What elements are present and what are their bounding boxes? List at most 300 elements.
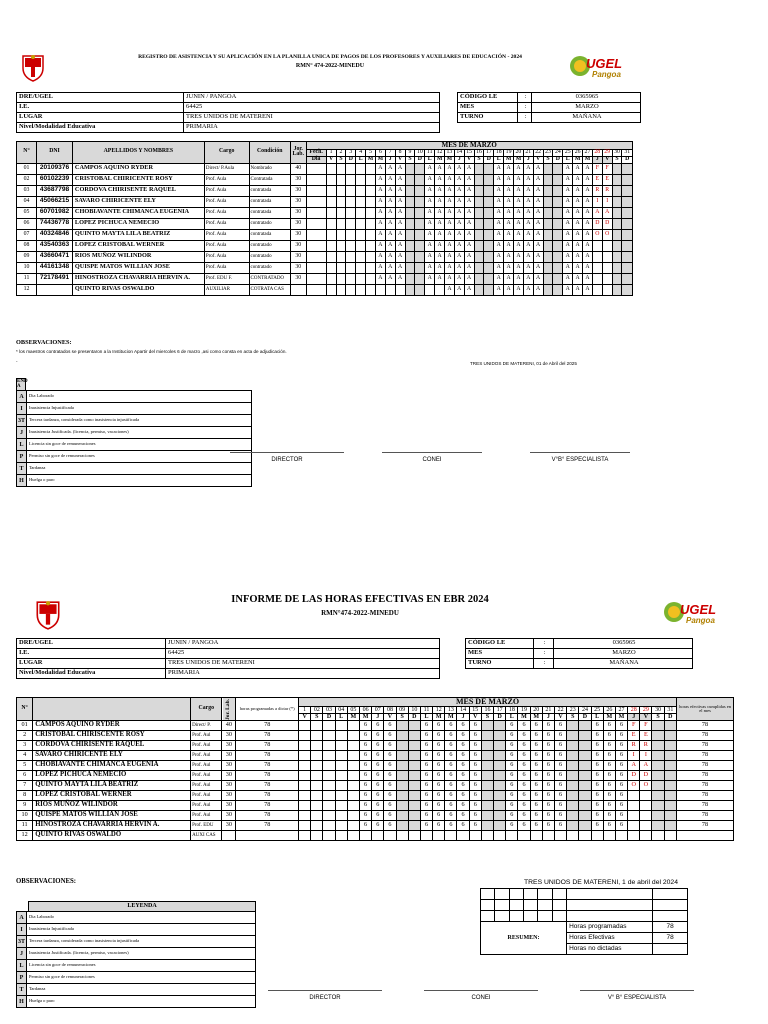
table-row bbox=[17, 185, 633, 196]
row-hours-effective: 78 bbox=[677, 731, 734, 741]
day-cell bbox=[567, 821, 579, 831]
weekday: M bbox=[504, 156, 514, 163]
day-cell: A bbox=[464, 229, 474, 240]
day-cell: A bbox=[583, 284, 593, 295]
day-number: 2 bbox=[336, 150, 346, 157]
day-cell: A bbox=[435, 240, 445, 251]
day-cell bbox=[622, 262, 633, 273]
weekday: S bbox=[652, 714, 664, 721]
day-cell bbox=[481, 741, 493, 751]
day-cell bbox=[311, 811, 323, 821]
day-cell: 6 bbox=[554, 821, 566, 831]
day-cell: 6 bbox=[384, 721, 396, 731]
day-cell: A bbox=[494, 284, 504, 295]
day-cell: A bbox=[385, 240, 395, 251]
day-cell: 6 bbox=[384, 811, 396, 821]
day-cell bbox=[543, 284, 553, 295]
day-cell: A bbox=[385, 174, 395, 185]
day-cell: A bbox=[533, 185, 543, 196]
day-cell bbox=[323, 791, 335, 801]
table-row bbox=[17, 229, 633, 240]
row-hours-effective: 78 bbox=[677, 721, 734, 731]
legend-item bbox=[17, 948, 256, 960]
table-row bbox=[17, 781, 734, 791]
info-value: TRES UNIDOS DE MATERENI bbox=[184, 113, 440, 123]
day-cell: A bbox=[573, 240, 583, 251]
day-number: 02 bbox=[311, 707, 323, 714]
legend-item bbox=[17, 924, 256, 936]
day-cell bbox=[518, 831, 530, 841]
day-cell bbox=[323, 801, 335, 811]
day-cell bbox=[553, 174, 563, 185]
day-cell bbox=[299, 731, 311, 741]
row-cargo: AUXI CAS bbox=[191, 831, 222, 841]
day-cell: 6 bbox=[420, 791, 432, 801]
weekday: S bbox=[543, 156, 553, 163]
day-cell-end: D bbox=[602, 218, 612, 229]
day-cell: 6 bbox=[615, 751, 627, 761]
day-cell: 6 bbox=[603, 781, 615, 791]
day-number: 9 bbox=[405, 150, 415, 157]
weekday: D bbox=[323, 714, 335, 721]
day-cell: A bbox=[435, 218, 445, 229]
day-cell bbox=[553, 218, 563, 229]
info-row bbox=[17, 669, 440, 679]
day-cell: A bbox=[425, 273, 435, 284]
ugel-logo-text: UGEL bbox=[680, 602, 717, 617]
day-cell: 6 bbox=[542, 791, 554, 801]
day-cell bbox=[375, 284, 385, 295]
summary-cell bbox=[509, 911, 523, 922]
day-number: 27 bbox=[583, 150, 593, 157]
summary-item-value bbox=[653, 944, 688, 955]
day-cell: A bbox=[454, 273, 464, 284]
table-row bbox=[17, 801, 734, 811]
day-cell bbox=[311, 801, 323, 811]
day-cell bbox=[366, 218, 376, 229]
day-cell: A bbox=[504, 196, 514, 207]
row-hours-effective: 78 bbox=[677, 791, 734, 801]
day-cell-end: F bbox=[602, 163, 612, 174]
day-cell: 6 bbox=[530, 721, 542, 731]
row-fech bbox=[306, 196, 326, 207]
day-cell bbox=[579, 801, 591, 811]
row-condition: COTRATA CAS bbox=[249, 284, 290, 295]
row-fech bbox=[306, 251, 326, 262]
weekday: D bbox=[415, 156, 425, 163]
day-cell: 6 bbox=[372, 801, 384, 811]
day-cell bbox=[484, 163, 494, 174]
row-fech bbox=[306, 273, 326, 284]
day-cell: 6 bbox=[469, 781, 481, 791]
day-cell bbox=[408, 751, 420, 761]
day-cell: 6 bbox=[359, 801, 371, 811]
summary-cell bbox=[495, 900, 509, 911]
day-cell: 6 bbox=[518, 761, 530, 771]
day-cell: 6 bbox=[469, 811, 481, 821]
row-hours-effective: 78 bbox=[677, 751, 734, 761]
day-cell: 6 bbox=[615, 771, 627, 781]
day-cell: 6 bbox=[518, 721, 530, 731]
day-cell: 6 bbox=[457, 751, 469, 761]
signature-director bbox=[230, 452, 344, 463]
row-hours-programmed: 78 bbox=[236, 781, 299, 791]
day-cell: 6 bbox=[445, 751, 457, 761]
day-cell: A bbox=[563, 284, 573, 295]
day-cell: A bbox=[583, 273, 593, 284]
day-cell: 6 bbox=[445, 801, 457, 811]
day-cell: A bbox=[573, 229, 583, 240]
day-cell bbox=[408, 791, 420, 801]
day-cell: A bbox=[464, 273, 474, 284]
info-value: MAÑANA bbox=[554, 659, 693, 669]
day-cell-end: I bbox=[602, 196, 612, 207]
row-jor: 30 bbox=[222, 801, 236, 811]
day-cell: 6 bbox=[554, 741, 566, 751]
row-cargo: Direct/ P.Aula bbox=[204, 163, 249, 174]
day-cell bbox=[336, 262, 346, 273]
day-cell: A bbox=[573, 284, 583, 295]
weekday: J bbox=[628, 714, 640, 721]
day-cell: A bbox=[395, 196, 405, 207]
day-cell: 6 bbox=[420, 811, 432, 821]
row-condition: Nombrado bbox=[249, 163, 290, 174]
day-cell bbox=[346, 207, 356, 218]
day-cell: 6 bbox=[433, 801, 445, 811]
summary-cell bbox=[653, 900, 688, 911]
day-cell: A bbox=[454, 229, 464, 240]
day-cell bbox=[592, 284, 602, 295]
day-cell bbox=[474, 196, 484, 207]
day-cell bbox=[347, 811, 359, 821]
observations-label: OBSERVACIONES: bbox=[16, 878, 77, 885]
day-cell bbox=[420, 831, 432, 841]
row-dni: 72178491 bbox=[37, 273, 73, 284]
day-cell bbox=[652, 751, 664, 761]
day-cell bbox=[494, 811, 506, 821]
day-cell bbox=[326, 240, 336, 251]
legend-desc: Tercera tardanza, considerada como inasistencia injustificada bbox=[27, 936, 256, 948]
legend-key: A bbox=[17, 912, 27, 924]
day-cell bbox=[481, 731, 493, 741]
day-cell: 6 bbox=[615, 821, 627, 831]
day-cell bbox=[579, 731, 591, 741]
day-cell bbox=[415, 196, 425, 207]
day-cell: A bbox=[533, 251, 543, 262]
day-cell: 6 bbox=[420, 721, 432, 731]
legend-item bbox=[17, 912, 256, 924]
weekday: S bbox=[311, 714, 323, 721]
day-cell bbox=[405, 196, 415, 207]
day-cell: 6 bbox=[506, 761, 518, 771]
summary-cell bbox=[552, 900, 566, 911]
day-cell bbox=[336, 207, 346, 218]
row-number: 01 bbox=[17, 721, 33, 731]
day-cell bbox=[579, 821, 591, 831]
day-cell bbox=[494, 791, 506, 801]
summary-cell bbox=[509, 889, 523, 900]
signature-label: CONEI bbox=[471, 995, 491, 1001]
row-name: LOPEZ PICHUCA NEMECIO bbox=[33, 771, 191, 781]
row-hours-programmed: 78 bbox=[236, 721, 299, 731]
day-cell: 6 bbox=[603, 801, 615, 811]
day-cell: A bbox=[425, 262, 435, 273]
day-cell: 6 bbox=[530, 821, 542, 831]
day-cell bbox=[612, 251, 622, 262]
row-jor: 30 bbox=[222, 751, 236, 761]
row-cargo: Prof. Aula bbox=[204, 251, 249, 262]
legend-key: J bbox=[17, 948, 27, 960]
row-name: LOPEZ CRISTOBAL WERNER bbox=[72, 240, 204, 251]
day-number: 7 bbox=[385, 150, 395, 157]
day-cell bbox=[396, 761, 408, 771]
row-jor: 30 bbox=[290, 185, 306, 196]
summary-item-label: Horas no dictadas bbox=[567, 944, 653, 955]
day-cell: A bbox=[385, 196, 395, 207]
day-cell: A bbox=[375, 207, 385, 218]
table-row bbox=[17, 163, 633, 174]
legend-item bbox=[17, 936, 256, 948]
day-cell: A bbox=[444, 163, 454, 174]
row-cargo: Prof. EDU F. bbox=[204, 273, 249, 284]
row-cargo: Prof. Aula bbox=[204, 196, 249, 207]
day-cell bbox=[652, 771, 664, 781]
day-cell: A bbox=[563, 273, 573, 284]
day-cell: A bbox=[504, 185, 514, 196]
info-value: MARZO bbox=[532, 103, 641, 113]
day-cell bbox=[612, 174, 622, 185]
day-cell: 6 bbox=[603, 721, 615, 731]
day-number: 04 bbox=[335, 707, 347, 714]
row-hours-effective: 78 bbox=[677, 761, 734, 771]
day-cell-end: A bbox=[628, 761, 640, 771]
day-cell: 6 bbox=[420, 821, 432, 831]
day-cell: 6 bbox=[359, 821, 371, 831]
info-sep: : bbox=[518, 103, 532, 113]
day-cell: A bbox=[583, 185, 593, 196]
day-cell: 6 bbox=[469, 751, 481, 761]
day-cell: 6 bbox=[384, 801, 396, 811]
weekday: S bbox=[481, 714, 493, 721]
day-cell bbox=[311, 791, 323, 801]
day-cell: 6 bbox=[359, 741, 371, 751]
row-cargo: Prof. Aula bbox=[204, 262, 249, 273]
day-cell-end: O bbox=[592, 229, 602, 240]
summary-cell bbox=[495, 911, 509, 922]
day-cell: A bbox=[504, 218, 514, 229]
day-cell bbox=[543, 185, 553, 196]
day-cell: A bbox=[425, 196, 435, 207]
info-sep: : bbox=[518, 93, 532, 103]
summary-blank-row bbox=[481, 911, 688, 922]
day-cell bbox=[335, 741, 347, 751]
day-cell bbox=[612, 229, 622, 240]
day-cell bbox=[347, 751, 359, 761]
day-number: 4 bbox=[356, 150, 366, 157]
day-number: 07 bbox=[372, 707, 384, 714]
day-cell: 6 bbox=[518, 731, 530, 741]
info-row bbox=[17, 93, 440, 103]
day-cell bbox=[591, 831, 603, 841]
day-cell: A bbox=[395, 240, 405, 251]
peru-shield-logo bbox=[34, 600, 62, 630]
day-cell-end: R bbox=[628, 741, 640, 751]
place-date: TRES UNIDOS DE MATERENI, 01 de Abril del 2025 bbox=[470, 361, 577, 366]
day-cell bbox=[553, 251, 563, 262]
day-cell: 6 bbox=[591, 821, 603, 831]
row-number: 11 bbox=[17, 273, 37, 284]
legend-desc: Huelga o paro bbox=[27, 475, 252, 487]
day-cell bbox=[474, 207, 484, 218]
weekday: J bbox=[385, 156, 395, 163]
weekday: D bbox=[346, 156, 356, 163]
day-cell bbox=[474, 229, 484, 240]
legend-desc: Huelga o paro bbox=[27, 996, 256, 1008]
day-cell: 6 bbox=[518, 741, 530, 751]
table-row bbox=[17, 196, 633, 207]
top-right-info-table bbox=[457, 92, 641, 123]
row-fech bbox=[306, 218, 326, 229]
day-cell bbox=[481, 821, 493, 831]
day-cell bbox=[622, 163, 633, 174]
table-row bbox=[17, 791, 734, 801]
day-cell-end: F bbox=[628, 721, 640, 731]
day-cell bbox=[335, 771, 347, 781]
day-number: 23 bbox=[543, 150, 553, 157]
day-number: 23 bbox=[567, 707, 579, 714]
day-number: 11 bbox=[420, 707, 432, 714]
day-cell bbox=[356, 163, 366, 174]
day-cell bbox=[336, 251, 346, 262]
signature-specialist bbox=[580, 990, 694, 1001]
day-cell bbox=[664, 751, 676, 761]
row-cargo: Prof. Aula bbox=[204, 240, 249, 251]
day-cell bbox=[567, 801, 579, 811]
day-cell: 6 bbox=[506, 781, 518, 791]
day-cell: 6 bbox=[420, 781, 432, 791]
legend-key: A bbox=[17, 391, 27, 403]
day-cell: 6 bbox=[603, 761, 615, 771]
day-cell: A bbox=[435, 174, 445, 185]
weekday: M bbox=[518, 714, 530, 721]
ugel-logo-text: UGEL bbox=[586, 56, 623, 71]
day-number: 21 bbox=[523, 150, 533, 157]
day-cell bbox=[481, 811, 493, 821]
row-jor: 30 bbox=[222, 821, 236, 831]
day-cell: A bbox=[425, 218, 435, 229]
day-cell: A bbox=[573, 262, 583, 273]
day-cell bbox=[567, 721, 579, 731]
day-cell bbox=[346, 251, 356, 262]
summary-cell bbox=[524, 911, 538, 922]
day-cell bbox=[347, 771, 359, 781]
summary-cell bbox=[524, 900, 538, 911]
row-dni bbox=[37, 284, 73, 295]
day-cell: A bbox=[494, 196, 504, 207]
day-cell bbox=[408, 831, 420, 841]
row-number: 2 bbox=[17, 731, 33, 741]
day-cell: A bbox=[375, 196, 385, 207]
row-dni: 43540363 bbox=[37, 240, 73, 251]
info-row bbox=[17, 649, 440, 659]
day-cell: A bbox=[523, 207, 533, 218]
day-cell: 6 bbox=[615, 811, 627, 821]
row-hours-effective: 78 bbox=[677, 811, 734, 821]
day-cell bbox=[579, 811, 591, 821]
day-number: 31 bbox=[664, 707, 676, 714]
day-cell-end: O bbox=[640, 781, 652, 791]
day-cell bbox=[405, 229, 415, 240]
row-jor bbox=[290, 284, 306, 295]
weekday: D bbox=[408, 714, 420, 721]
day-cell bbox=[484, 174, 494, 185]
day-cell bbox=[425, 284, 435, 295]
row-name: LOPEZ CRISTOBAL WERNER bbox=[33, 791, 191, 801]
day-cell bbox=[612, 218, 622, 229]
day-cell: A bbox=[583, 251, 593, 262]
day-cell: A bbox=[523, 240, 533, 251]
legend-item bbox=[17, 960, 256, 972]
info-label: LUGAR bbox=[17, 659, 166, 669]
day-cell bbox=[543, 262, 553, 273]
info-row bbox=[458, 113, 641, 123]
day-cell bbox=[346, 229, 356, 240]
row-dni: 60102239 bbox=[37, 174, 73, 185]
day-cell bbox=[494, 761, 506, 771]
table-row bbox=[17, 251, 633, 262]
row-jor: 30 bbox=[222, 781, 236, 791]
row-cargo: Prof. Aula bbox=[204, 229, 249, 240]
day-cell bbox=[336, 185, 346, 196]
legend-key: 3T bbox=[17, 936, 27, 948]
day-number: 12 bbox=[435, 150, 445, 157]
day-cell: A bbox=[375, 174, 385, 185]
day-cell bbox=[484, 218, 494, 229]
row-name: LOPEZ PICHUCA NEMECIO bbox=[72, 218, 204, 229]
summary-cell bbox=[509, 900, 523, 911]
table-row bbox=[17, 284, 633, 295]
col-number: N° bbox=[17, 142, 37, 164]
day-number: 22 bbox=[554, 707, 566, 714]
register-subtitle: RMN° 474-2022-MINEDU bbox=[295, 63, 365, 69]
day-cell: A bbox=[395, 185, 405, 196]
day-cell-end: O bbox=[628, 781, 640, 791]
table-row bbox=[17, 174, 633, 185]
day-cell: A bbox=[425, 207, 435, 218]
row-jor: 30 bbox=[222, 791, 236, 801]
weekday: V bbox=[469, 714, 481, 721]
legend-table bbox=[16, 911, 256, 1008]
col-cargo: Cargo bbox=[191, 698, 222, 721]
day-cell: A bbox=[514, 262, 524, 273]
day-cell: 6 bbox=[372, 721, 384, 731]
day-cell bbox=[415, 207, 425, 218]
row-cargo: Prof. Aula bbox=[204, 218, 249, 229]
day-cell bbox=[299, 781, 311, 791]
day-cell bbox=[299, 801, 311, 811]
legend-key: P bbox=[17, 451, 27, 463]
day-cell bbox=[335, 781, 347, 791]
day-cell: A bbox=[395, 229, 405, 240]
day-cell bbox=[481, 721, 493, 731]
day-cell: A bbox=[454, 218, 464, 229]
day-cell bbox=[494, 751, 506, 761]
weekday: M bbox=[603, 714, 615, 721]
day-cell: A bbox=[464, 185, 474, 196]
day-cell bbox=[366, 240, 376, 251]
row-name: CAMPOS AQUINO RYDER bbox=[33, 721, 191, 731]
weekday: S bbox=[474, 156, 484, 163]
